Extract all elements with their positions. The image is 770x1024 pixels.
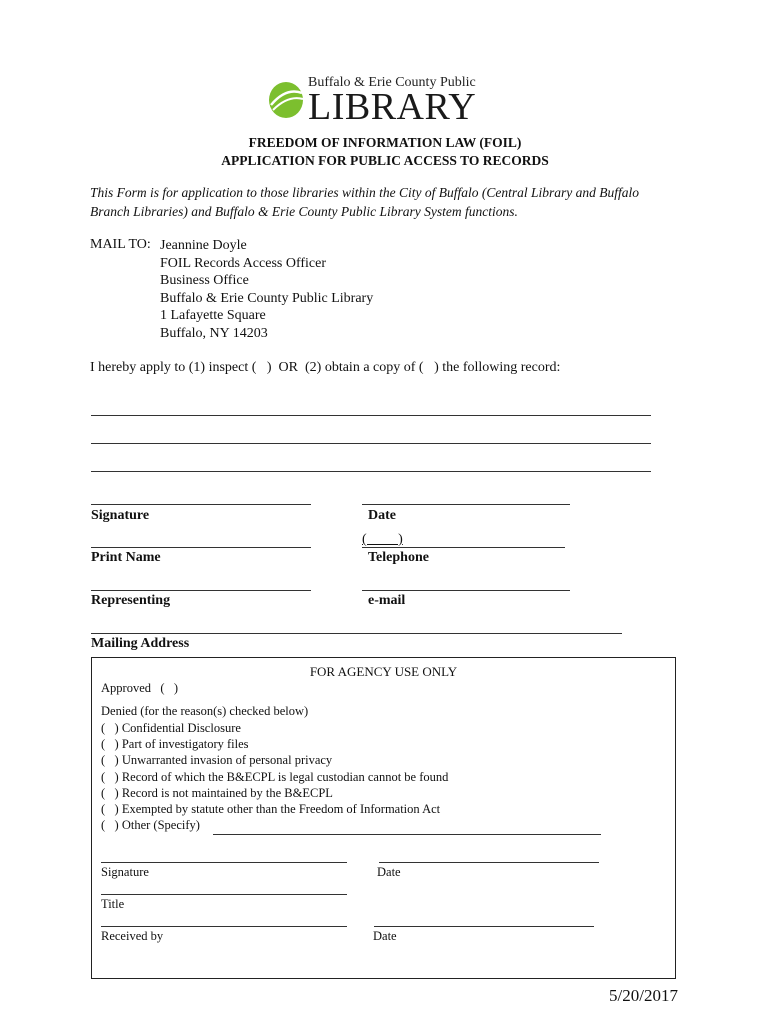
library-logo	[268, 75, 488, 128]
received-by-label: Received by	[101, 929, 164, 943]
mailing-address-label: Mailing Address	[91, 636, 190, 651]
agency-title-line[interactable]	[101, 894, 347, 895]
representing-line[interactable]	[91, 590, 311, 591]
signature-label: Signature	[91, 508, 150, 523]
record-input-line-1[interactable]	[91, 415, 651, 416]
mailing-address-line[interactable]	[91, 633, 622, 634]
address-line: 1 Lafayette Square	[160, 308, 266, 324]
agency-title-label: Title	[101, 897, 125, 911]
mail-to-label: MAIL TO:	[90, 237, 151, 252]
denial-reasons-list	[101, 720, 448, 833]
leaf-logo-icon	[268, 79, 304, 119]
reason-checkbox[interactable]: ( ) Unwarranted invasion of personal privacy	[101, 753, 333, 768]
logo-library-text: LIBRARY	[308, 86, 477, 128]
request-text: I hereby apply to (1) inspect ( ) OR (2) obtain a copy of ( ) the following record:	[90, 360, 561, 375]
agency-signature-label: Signature	[101, 865, 149, 879]
signature-line[interactable]	[91, 504, 311, 505]
telephone-label: Telephone	[368, 550, 429, 565]
agency-date-line[interactable]	[379, 862, 599, 863]
agency-heading: FOR AGENCY USE ONLY	[309, 664, 458, 679]
reason-checkbox[interactable]: ( ) Record of which the B&ECPL is legal custodian cannot be found	[101, 769, 449, 784]
form-revision-date: 5/20/2017	[609, 986, 678, 1005]
reason-checkbox[interactable]: ( ) Part of investigatory files	[101, 737, 249, 752]
telephone-area-code[interactable]: ( )	[362, 532, 403, 547]
agency-signature-line[interactable]	[101, 862, 347, 863]
reason-checkbox-other[interactable]: ( ) Other (Specify)	[101, 818, 200, 833]
address-line: Business Office	[160, 273, 249, 289]
email-label: e-mail	[368, 593, 406, 608]
mail-to-address	[160, 237, 373, 343]
denied-label: Denied (for the reason(s) checked below)	[101, 704, 309, 718]
agency-date-label: Date	[377, 865, 401, 879]
email-line[interactable]	[362, 590, 570, 591]
address-line: Buffalo, NY 14203	[160, 325, 268, 341]
date-label: Date	[368, 508, 396, 523]
logo-org-text: Buffalo & Erie County Public	[308, 75, 476, 90]
record-input-line-2[interactable]	[91, 443, 651, 444]
form-title-line2: APPLICATION FOR PUBLIC ACCESS TO RECORDS	[221, 153, 549, 168]
approved-checkbox[interactable]: Approved ( )	[101, 681, 179, 695]
representing-label: Representing	[91, 593, 171, 608]
record-input-line-3[interactable]	[91, 471, 651, 472]
form-title-line1: FREEDOM OF INFORMATION LAW (FOIL)	[248, 135, 522, 150]
reason-checkbox[interactable]: ( ) Confidential Disclosure	[101, 721, 241, 735]
agency-date2-label: Date	[373, 929, 397, 943]
date-line[interactable]	[362, 504, 570, 505]
agency-use-box	[91, 657, 676, 979]
print-name-label: Print Name	[91, 550, 161, 565]
print-name-line[interactable]	[91, 547, 311, 548]
agency-date2-line[interactable]	[374, 926, 594, 927]
telephone-line[interactable]	[362, 547, 565, 548]
received-by-line[interactable]	[101, 926, 347, 927]
address-line: Buffalo & Erie County Public Library	[160, 290, 374, 306]
reason-checkbox[interactable]: ( ) Exempted by statute other than the Freedom of Information Act	[101, 802, 441, 817]
reason-checkbox[interactable]: ( ) Record is not maintained by the B&ECPL	[101, 785, 333, 800]
other-specify-line[interactable]	[213, 834, 601, 835]
intro-text: This Form is for application to those libraries within the City of Buffalo (Central Library and Buffalo Branch Libraries) and Buffalo & Erie County Public Library System functions.	[90, 185, 640, 219]
address-line: FOIL Records Access Officer	[160, 255, 327, 271]
address-line: Jeannine Doyle	[160, 238, 247, 253]
